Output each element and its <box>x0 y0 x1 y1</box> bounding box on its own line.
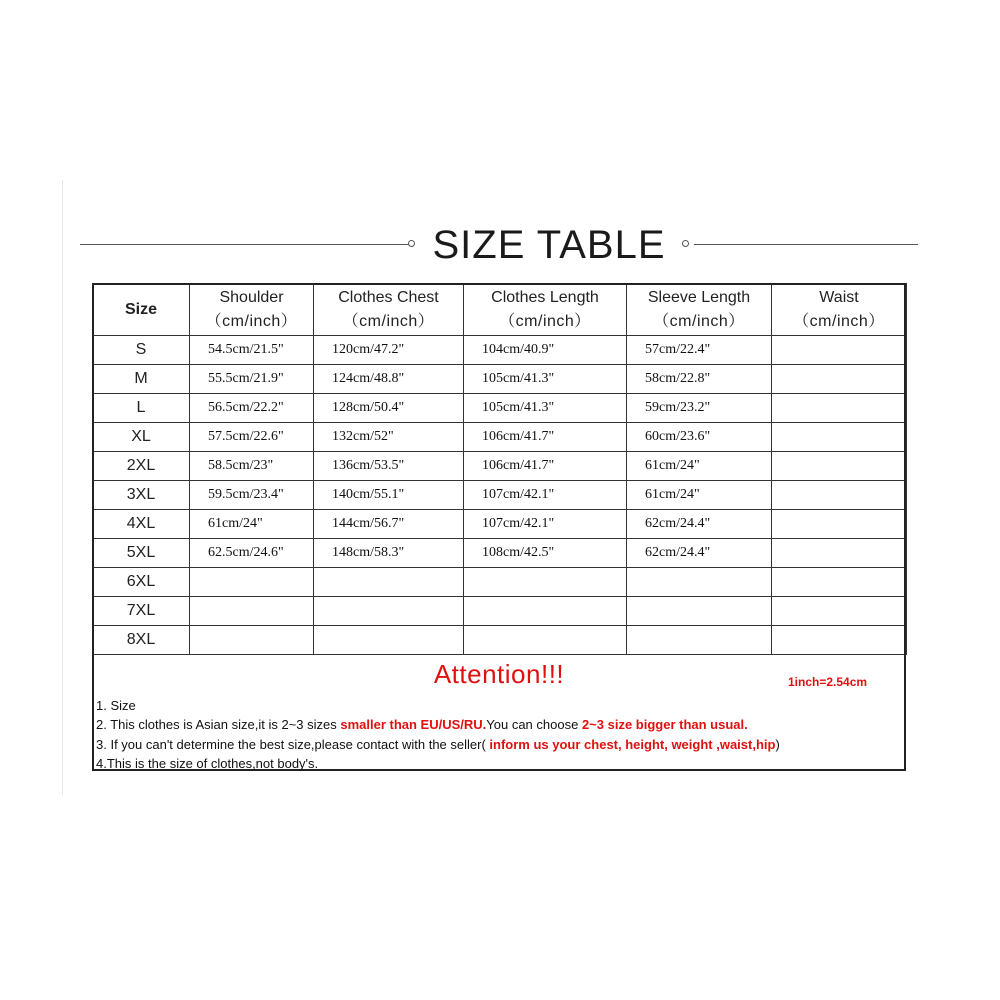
note-3 <box>96 737 780 752</box>
left-divider <box>62 180 63 795</box>
note-4: 4.This is the size of clothes,not body's. <box>96 756 319 771</box>
header-size: Size <box>93 284 190 336</box>
header-name: Clothes Length <box>491 288 599 306</box>
measurement-cell: 107cm/42.1" <box>464 510 627 539</box>
measurement-cell: 132cm/52" <box>314 423 464 452</box>
measurement-cell: 140cm/55.1" <box>314 481 464 510</box>
measurement-cell: 59.5cm/23.4" <box>190 481 314 510</box>
measurement-cell: 106cm/41.7" <box>464 423 627 452</box>
size-cell: 7XL <box>93 597 190 626</box>
measurement-cell: 57cm/22.4" <box>627 336 772 365</box>
measurement-cell: 56.5cm/22.2" <box>190 394 314 423</box>
size-cell: 3XL <box>93 481 190 510</box>
note-1: 1. Size <box>96 698 136 713</box>
title-dot-right <box>682 240 689 247</box>
measurement-cell: 54.5cm/21.5" <box>190 336 314 365</box>
header-unit: （cm/inch） <box>793 312 885 330</box>
measurement-cell: 62cm/24.4" <box>627 539 772 568</box>
size-cell: 8XL <box>93 626 190 655</box>
measurement-cell: 128cm/50.4" <box>314 394 464 423</box>
attention-heading: Attention!!! <box>433 659 565 689</box>
measurement-cell: 59cm/23.2" <box>627 394 772 423</box>
measurement-cell: 58cm/22.8" <box>627 365 772 394</box>
measurement-cell: 60cm/23.6" <box>627 423 772 452</box>
header-name: Sleeve Length <box>647 288 751 306</box>
size-cell: XL <box>93 423 190 452</box>
header-unit: （cm/inch） <box>205 312 298 330</box>
note-2 <box>96 717 748 732</box>
title-dot-left <box>408 240 415 247</box>
measurement-cell: 62cm/24.4" <box>627 510 772 539</box>
notes-section <box>94 655 904 769</box>
note-2-text: 2. This clothes is Asian size,it is 2~3 sizes <box>96 717 341 732</box>
measurement-cell: 61cm/24" <box>190 510 314 539</box>
note-2-highlight: 2~3 size bigger than usual. <box>581 717 748 732</box>
size-cell: 2XL <box>93 452 190 481</box>
note-2-text: You can choose <box>486 717 582 732</box>
size-cell: M <box>93 365 190 394</box>
measurement-cell: 124cm/48.8" <box>314 365 464 394</box>
measurement-cell: 136cm/53.5" <box>314 452 464 481</box>
header-unit: （cm/inch） <box>499 312 591 330</box>
title-row <box>80 222 920 268</box>
header-name: Clothes Chest <box>338 288 439 306</box>
size-cell: 4XL <box>93 510 190 539</box>
title-line-left <box>80 244 410 245</box>
measurement-cell: 62.5cm/24.6" <box>190 539 314 568</box>
measurement-cell: 144cm/56.7" <box>314 510 464 539</box>
measurement-cell: 106cm/41.7" <box>464 452 627 481</box>
size-cell: L <box>93 394 190 423</box>
size-cell: 5XL <box>93 539 190 568</box>
size-cell: S <box>93 336 190 365</box>
note-2-highlight: smaller than EU/US/RU. <box>340 717 487 732</box>
note-3-highlight: inform us your chest, height, weight ,waist,hip <box>489 737 776 752</box>
note-3-text: 3. If you can't determine the best size,please contact with the seller( <box>96 737 490 752</box>
header-unit: （cm/inch） <box>342 312 435 330</box>
page-title: SIZE TABLE <box>432 223 666 267</box>
measurement-cell: 58.5cm/23" <box>190 452 314 481</box>
measurement-cell: 61cm/24" <box>627 481 772 510</box>
size-cell: 6XL <box>93 568 190 597</box>
title-line-right <box>694 244 918 245</box>
measurement-cell: 148cm/58.3" <box>314 539 464 568</box>
measurement-cell: 108cm/42.5" <box>464 539 627 568</box>
measurement-cell: 105cm/41.3" <box>464 365 627 394</box>
measurement-cell: 104cm/40.9" <box>464 336 627 365</box>
conversion-note: 1inch=2.54cm <box>788 675 868 689</box>
header-name: Waist <box>819 288 859 306</box>
measurement-cell: 61cm/24" <box>627 452 772 481</box>
measurement-cell: 57.5cm/22.6" <box>190 423 314 452</box>
note-3-text: ) <box>775 737 780 752</box>
header-unit: （cm/inch） <box>653 312 745 330</box>
measurement-cell: 55.5cm/21.9" <box>190 365 314 394</box>
header-name: Shoulder <box>219 288 284 306</box>
measurement-cell: 105cm/41.3" <box>464 394 627 423</box>
measurement-cell: 107cm/42.1" <box>464 481 627 510</box>
measurement-cell: 120cm/47.2" <box>314 336 464 365</box>
